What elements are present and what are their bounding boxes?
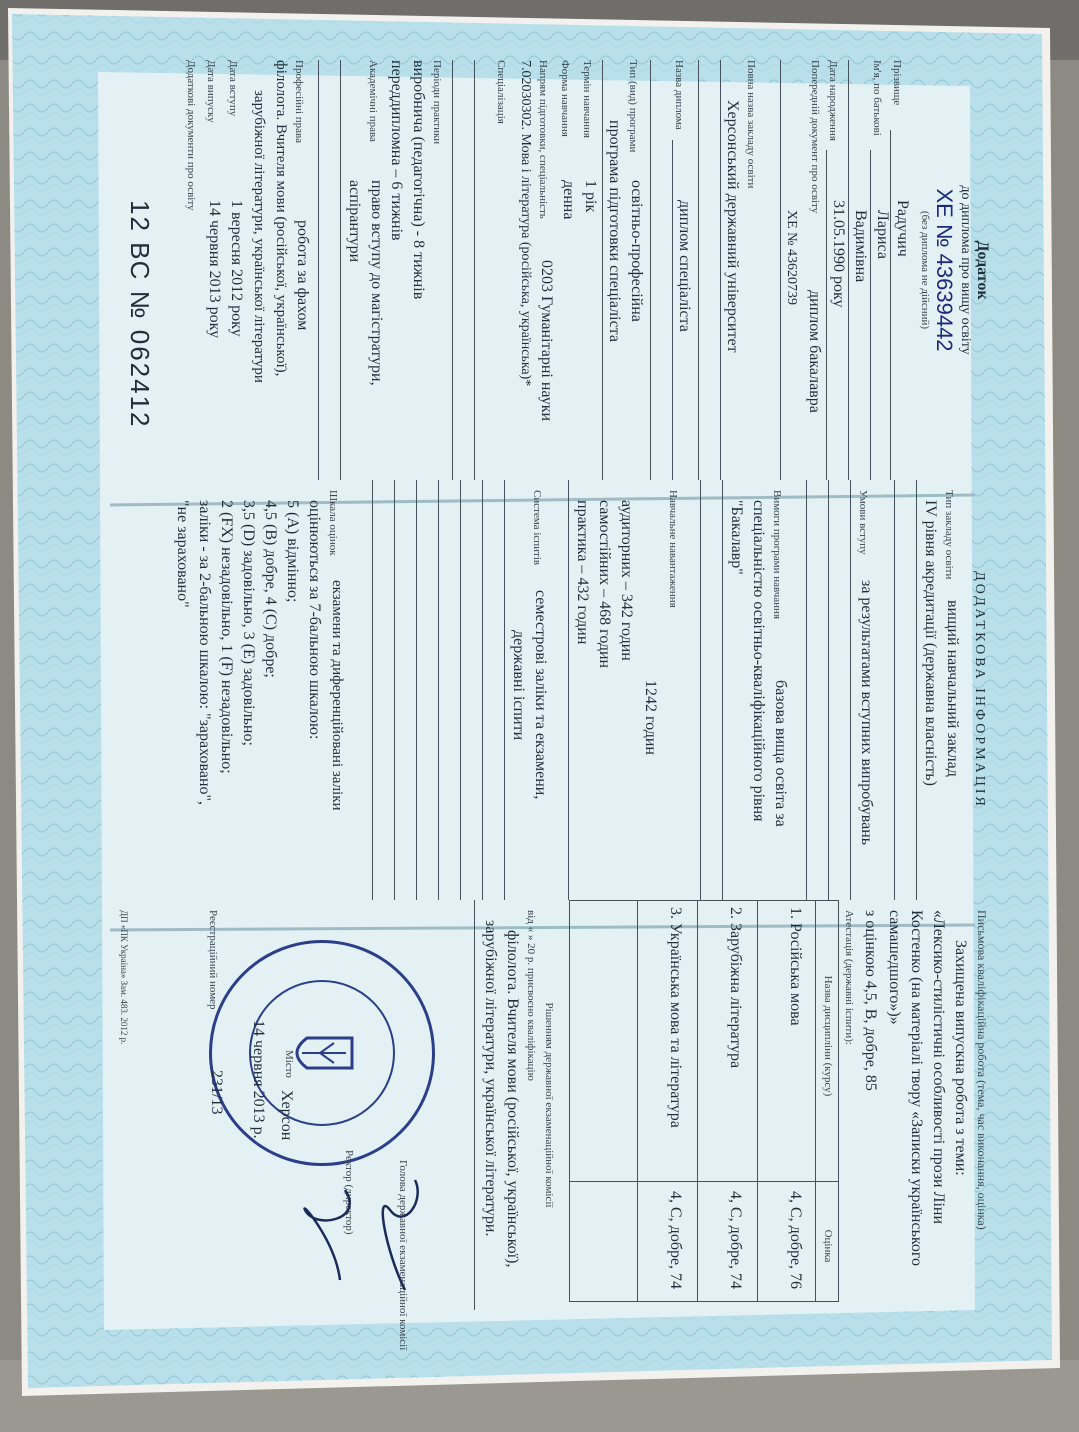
thesis-line-4: самашедшого»)» <box>886 910 903 1025</box>
dob-label: Дата народження <box>827 60 839 141</box>
serial-number: 12 ВС № 062412 <box>125 200 155 429</box>
diploma-name-label: Назва диплома <box>673 60 685 130</box>
exam-row-3-grade: 4, С, добре, 74 <box>667 1191 684 1290</box>
signatures <box>285 1170 435 1310</box>
inst-type-label: Тип закладу освіти <box>943 490 955 580</box>
prog-req-3: "Бакалавр" <box>728 500 745 575</box>
diploma-name: диплом спеціаліста <box>676 200 693 332</box>
thesis-line-1: Захищена випускна робота з теми: <box>952 940 969 1176</box>
print-note: ДП «ПК Україна» Зам. 483. 2012 р. <box>119 910 129 1045</box>
surname: Радучич <box>894 200 911 257</box>
thesis-line-5: з оцінкою 4,5, В, добре, 85 <box>862 910 879 1091</box>
qualification: філолога. Вчителя мови (російської, української), <box>504 930 521 1268</box>
exams-label: Атестація (державні іспити): <box>843 910 855 1045</box>
prog-req-label: Вимоги програми навчання <box>771 490 783 620</box>
qualification-2: зарубіжної літератури, української літератури. <box>482 920 499 1237</box>
reg-number: 231/13 <box>208 1070 225 1115</box>
scale-5: 3,5 (D) задовільно, 3 (Е) задовільно; <box>240 500 257 746</box>
col-name-header: Назва дисципліни (курсу) <box>822 975 834 1097</box>
thesis-line-3: Костенко (на матеріалі твору «Записки українського <box>908 910 925 1266</box>
thesis-label: Письмова кваліфікаційна робота (тема, час виконання, оцінка) <box>975 910 989 1230</box>
exam-row-2-name: 2. Зарубіжна література <box>727 907 744 1069</box>
prof-rights-label: Професійні права <box>293 60 305 143</box>
exams-table <box>569 900 839 1302</box>
test-sys: семестрові заліки та екзамени, <box>532 590 549 800</box>
chair-label: Голова державної екзаменаційної комісії <box>397 1160 409 1351</box>
load-self: самостійних – 468 годин <box>596 500 613 669</box>
specialty: 7.02030302. Мова і література (російська, українська)* <box>518 60 533 387</box>
scale-label: Шкала оцінок <box>327 490 339 556</box>
test-sys-label: Система іспитів <box>531 490 543 566</box>
program-type: освітньо-професійна <box>628 180 645 322</box>
entry-date-label: Дата вступу <box>227 60 239 117</box>
diploma-number: ХЕ № 43639442 <box>932 188 957 352</box>
additional-info-title: ДОДАТКОВА ІНФОРМАЦІЯ <box>972 571 987 809</box>
appendix-title: Додаток <box>974 240 991 300</box>
prof-rights-3: зарубіжної літератури, української літератури <box>251 90 267 383</box>
form: денна <box>560 180 577 220</box>
document-sheet <box>95 60 995 1351</box>
issue-date-sign: 14 червня 2013 р. <box>250 1020 267 1139</box>
place: Херсон <box>278 1090 295 1141</box>
academic-rights: право вступу до магістратури, <box>368 180 385 386</box>
academic-rights-label: Академічні права <box>367 60 379 142</box>
reg-label: Реєстраційний номер <box>207 910 219 1010</box>
appendix-note: (без диплома не дійсний) <box>919 210 931 330</box>
place-label: Місто <box>283 1050 295 1078</box>
direction: 0203 Гуманітарні науки <box>538 260 555 422</box>
scale-2: оцінюються за 7-бальною шкалою: <box>306 500 323 740</box>
name: Лариса <box>874 210 891 259</box>
academic-rights-2: аспірантури <box>346 180 363 263</box>
stamp-emblem-icon <box>212 943 432 1163</box>
institution-label: Повна назва закладу освіти <box>745 60 757 189</box>
issue-date: 14 червня 2013 року <box>206 200 223 339</box>
term-label: Термін навчання <box>581 60 593 138</box>
appendix-subtitle: до диплома про вищу освіту <box>958 185 973 355</box>
exam-row-3-name: 3. Українська мова та література <box>667 907 684 1128</box>
form-label: Форма навчання <box>559 60 571 137</box>
exam-row-1-name: 1. Російська мова <box>787 907 804 1026</box>
col-grade-header: Оцінка <box>822 1229 834 1263</box>
load-pract: практика – 432 годин <box>574 500 591 645</box>
issue-date-label: Дата випуску <box>205 60 217 123</box>
load-aud: аудиторних – 342 годин <box>618 500 635 661</box>
institution: Херсонський державний університет <box>724 100 741 353</box>
direction-label: Напрям підготовки, спеціальність <box>537 60 549 219</box>
specialization-label: Спеціалізація <box>495 60 507 124</box>
program-type-label: Тип (вид) програми <box>627 60 639 153</box>
load-label: Навчальне навантаження <box>667 490 679 608</box>
thesis-line-2: «Лексико-стилістичні особливості прози Ліни <box>930 910 947 1225</box>
prev-doc: диплом бакалавра <box>806 290 823 413</box>
appendix-panel <box>95 60 995 480</box>
decision-label: Рішенням державної екзаменаційної комісії <box>543 1002 555 1208</box>
scale-8: "не зараховано" <box>174 500 191 608</box>
scale-1: екзамени та диференційовані заліки <box>329 580 345 811</box>
extra-docs-label: Додаткові документи про освіту <box>185 60 197 211</box>
load-total: 1242 годин <box>642 680 659 755</box>
prog-req-2: спеціальністю освітньо-кваліфікаційного рівня <box>750 500 767 822</box>
prof-rights: робота за фахом <box>294 220 311 331</box>
program-type-2: програма підготовки спеціаліста <box>606 120 623 342</box>
test-sys-2: державні іспити <box>510 630 527 741</box>
name-label: Ім'я, по батькові <box>871 60 883 136</box>
exam-row-2-grade: 4, С, добре, 74 <box>727 1191 744 1290</box>
prof-rights-2: філолога. Вчителя мови (російської, української), <box>273 60 289 377</box>
inst-type: вищий навчальний заклад <box>944 600 961 777</box>
scale-7: заліки - за 2-бальною шкалою: "зараховано", <box>196 500 213 806</box>
thesis-panel <box>95 900 995 1351</box>
scale-3: 5 (А) відмінно; <box>284 500 301 603</box>
inst-type-2: IV рівня акредитації (державна власність) <box>922 500 939 786</box>
prog-req: базова вища освіта за <box>772 680 789 827</box>
entry-date: 1 вересня 2012 року <box>228 200 245 337</box>
practice-label: Періоди практики <box>431 60 443 145</box>
surname-label: Прізвище <box>891 60 903 106</box>
entry-cond: за результатами вступних випробувань <box>858 580 875 846</box>
scale-6: 2 (FX) незадовільно, 1 (F) незадовільно; <box>218 500 235 774</box>
rector-label: Ректор (директор) <box>343 1150 355 1235</box>
prev-doc-label: Попередній документ про освіту <box>809 60 821 214</box>
scale-4: 4,5 (В) добре, 4 (С) добре; <box>262 500 279 678</box>
exam-row-1-grade: 4, С, добре, 76 <box>787 1191 804 1290</box>
dob: 31.05.1990 року <box>830 200 847 308</box>
patronymic: Вадимівна <box>852 210 869 283</box>
entry-cond-label: Умови вступу <box>857 490 869 555</box>
practice-2: переддипломна – 6 тижнів <box>388 60 405 241</box>
decision-from: від « » 20 р. присвоєно кваліфікацію <box>525 910 537 1081</box>
additional-info-panel <box>95 480 995 900</box>
prev-doc-number: ХЕ № 43620739 <box>784 210 799 306</box>
official-stamp <box>209 940 435 1166</box>
practice-1: виробнича (педагогічна) - 8 тижнів <box>410 60 427 300</box>
term: 1 рік <box>582 180 599 213</box>
